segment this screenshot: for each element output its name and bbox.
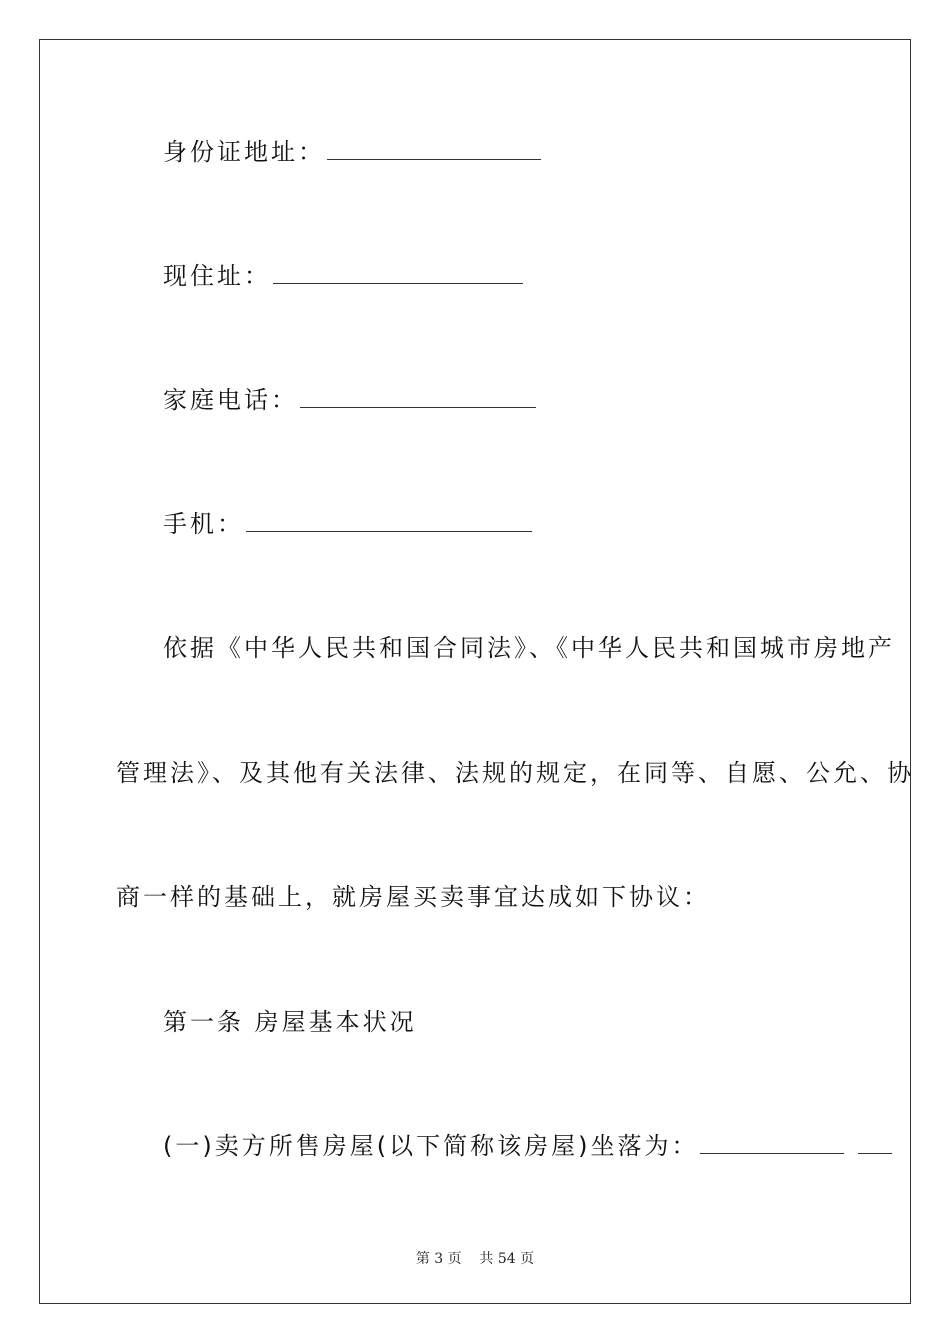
home-phone-row: [163, 385, 536, 415]
mobile-label: 手机：: [163, 510, 244, 538]
article1-heading: 第一条 房屋基本状况: [163, 1008, 417, 1036]
id-address-blank[interactable]: [327, 139, 541, 160]
location-blank-extra[interactable]: [858, 1133, 892, 1154]
para1-line3: 商一样的基础上，就房屋买卖事宜达成如下协议：: [116, 883, 710, 911]
home-phone-blank[interactable]: [300, 387, 536, 408]
id-address-row: [163, 137, 541, 167]
article1-item1-text: (一)卖方所售房屋(以下简称该房屋)坐落为：: [163, 1132, 699, 1160]
location-blank[interactable]: [700, 1133, 844, 1154]
home-phone-label: 家庭电话：: [163, 386, 298, 414]
current-address-blank[interactable]: [273, 263, 523, 284]
current-address-row: [163, 261, 523, 291]
page-frame: [39, 39, 911, 1304]
page-footer: 第 3 页 共 54 页: [415, 1251, 535, 1267]
article1-item1-row: [163, 1131, 892, 1161]
mobile-blank[interactable]: [246, 511, 532, 532]
current-address-label: 现住址：: [163, 262, 271, 290]
mobile-row: [163, 509, 532, 539]
para1-line2: 管理法》、及其他有关法律、法规的规定，在同等、自愿、公允、协: [116, 759, 914, 787]
para1-line1: 依据《中华人民共和国合同法》、《中华人民共和国城市房地产: [163, 634, 895, 662]
id-address-label: 身份证地址：: [163, 138, 325, 166]
